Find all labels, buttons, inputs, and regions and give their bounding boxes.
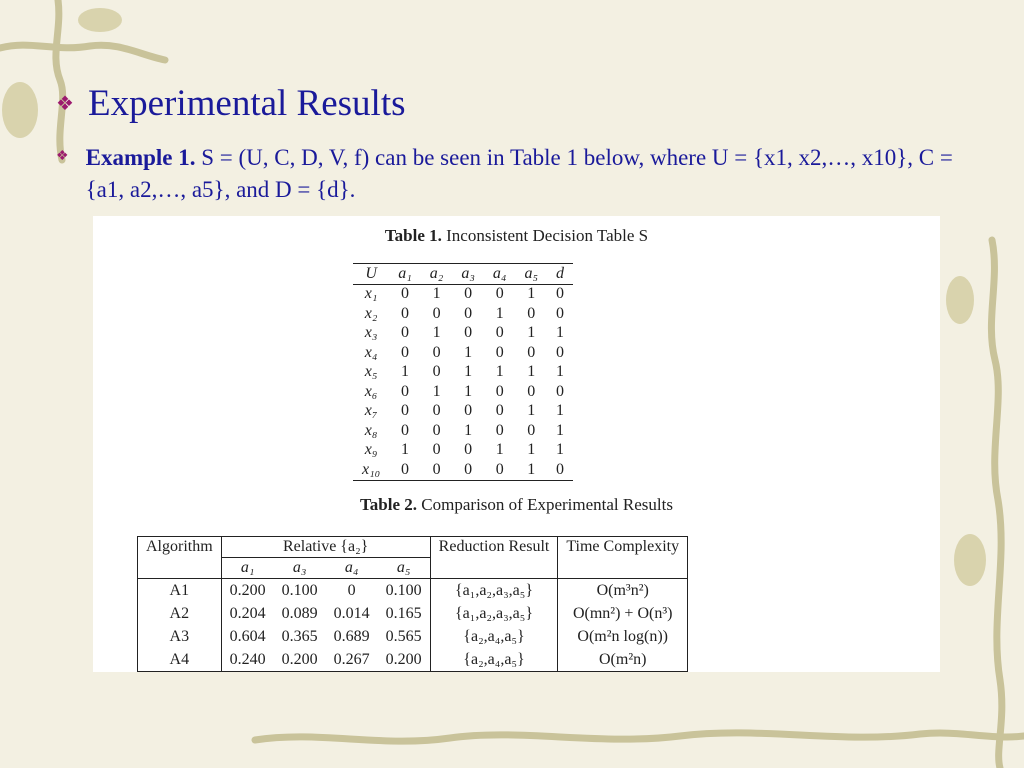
- table1-caption: [93, 226, 940, 246]
- table-cell: 1: [527, 363, 536, 381]
- row-label-cell: x₉: [364, 441, 378, 459]
- table-cell: 0: [495, 324, 504, 342]
- relative-value-cell: 0.204: [229, 604, 266, 622]
- table-cell: 0: [432, 441, 441, 459]
- table-cell: 1: [556, 441, 565, 459]
- table-cell: 0: [432, 402, 441, 420]
- algorithm-cell: A2: [138, 602, 222, 625]
- table-cell: 0: [556, 343, 565, 361]
- comparison-table: [137, 536, 688, 672]
- relative-value-cell: 0.365: [281, 627, 318, 645]
- diamond-bullet-icon: ❖: [56, 93, 74, 115]
- table-cell: 1: [556, 421, 565, 439]
- table-cell: 0: [464, 304, 473, 322]
- table-cell: 0: [556, 382, 565, 400]
- table1-caption-label: Table 1.: [384, 226, 442, 245]
- table-cell: 1: [401, 363, 410, 381]
- table2-caption: [93, 495, 940, 515]
- header-time: Time Complexity: [558, 537, 688, 579]
- table-row: [353, 343, 573, 363]
- table-cell: 0: [527, 382, 536, 400]
- time-complexity-cell: O(m²n): [558, 648, 688, 672]
- table-row: [353, 460, 573, 480]
- time-complexity-cell: O(m²n log(n)): [558, 625, 688, 648]
- relative-value-cell: 0.200: [281, 650, 318, 668]
- table-cell: 0: [556, 285, 565, 303]
- row-label-cell: x₄: [364, 343, 378, 361]
- row-label-cell: x₁: [364, 285, 378, 303]
- table-cell: 1: [464, 421, 473, 439]
- table-cell: 0: [495, 402, 504, 420]
- tables-image: [93, 216, 940, 672]
- table-row: [138, 625, 688, 648]
- table-cell: 0: [432, 304, 441, 322]
- decision-table: [353, 263, 573, 481]
- table-row: [353, 382, 573, 402]
- table-cell: 0: [527, 343, 536, 361]
- slide-title: Experimental Results: [88, 83, 406, 124]
- example-paragraph: [56, 142, 976, 206]
- row-label-cell: x₁₀: [362, 460, 381, 478]
- table-cell: 0: [432, 343, 441, 361]
- table-row: [353, 324, 573, 344]
- relative-value-cell: 0.100: [281, 581, 318, 599]
- table-cell: 1: [556, 402, 565, 420]
- reduction-cell: {a₂,a₄,a₅}: [430, 648, 558, 672]
- table-cell: 0: [401, 382, 410, 400]
- row-label-cell: x₂: [364, 304, 378, 322]
- table-cell: 0: [432, 363, 441, 381]
- header-relative: Relative {a₂}: [221, 537, 430, 558]
- table2-caption-text: Comparison of Experimental Results: [421, 495, 673, 514]
- example-label: Example 1.: [85, 145, 196, 170]
- table-cell: 1: [527, 285, 536, 303]
- table-cell: 0: [401, 324, 410, 342]
- table-row: [353, 402, 573, 422]
- relative-value-cell: 0.240: [229, 650, 266, 668]
- row-label-cell: x₅: [364, 363, 378, 381]
- row-label-cell: x₃: [364, 324, 378, 342]
- diamond-bullet-icon: ❖: [56, 149, 69, 164]
- table-row: [353, 363, 573, 383]
- table-cell: 0: [495, 421, 504, 439]
- reduction-cell: {a₁,a₂,a₃,a₅}: [430, 602, 558, 625]
- table-cell: 0: [495, 343, 504, 361]
- example-text: S = (U, C, D, V, f) can be seen in Table 1 below, where U = {x1, x2,…, x10}, C = {a1, a2,…, a5}, and D = {d}.: [85, 145, 953, 202]
- table2-caption-label: Table 2.: [360, 495, 418, 514]
- table1-caption-text: Inconsistent Decision Table S: [446, 226, 649, 245]
- slide-heading: [56, 82, 406, 125]
- table-header-cell: U: [365, 264, 377, 282]
- table-cell: 0: [401, 304, 410, 322]
- table-cell: 1: [432, 324, 441, 342]
- table-header-cell: a₃: [461, 264, 475, 282]
- relative-value-cell: 0.100: [385, 581, 422, 599]
- time-complexity-cell: O(m³n²): [558, 579, 688, 603]
- row-label-cell: x₇: [364, 402, 378, 420]
- table-header-cell: a₅: [524, 264, 539, 282]
- table-row: [353, 284, 573, 304]
- table-cell: 1: [527, 441, 536, 459]
- table-row: [138, 579, 688, 603]
- table-cell: 1: [464, 382, 473, 400]
- table-cell: 0: [432, 421, 441, 439]
- table-row: [353, 304, 573, 324]
- relative-value-cell: 0.267: [333, 650, 370, 668]
- table-cell: 0: [401, 460, 410, 478]
- algorithm-cell: A3: [138, 625, 222, 648]
- table-cell: 0: [432, 460, 441, 478]
- relative-value-cell: 0.689: [333, 627, 370, 645]
- relative-value-cell: 0.165: [385, 604, 422, 622]
- relative-value-cell: 0.200: [229, 581, 266, 599]
- table-header-cell: a₂: [429, 264, 444, 282]
- table-header-cell: a₄: [492, 264, 507, 282]
- table-cell: 1: [527, 402, 536, 420]
- table-cell: 1: [556, 363, 565, 381]
- table-cell: 0: [464, 402, 473, 420]
- table-cell: 1: [432, 382, 441, 400]
- table-header-cell: a₁: [398, 264, 412, 282]
- row-label-cell: x₈: [364, 421, 378, 439]
- subheader-cell: a₄: [344, 559, 359, 576]
- table-header-cell: d: [556, 264, 565, 282]
- table-cell: 1: [495, 304, 504, 322]
- table-cell: 0: [527, 304, 536, 322]
- subheader-cell: a₁: [240, 559, 255, 576]
- row-label-cell: x₆: [364, 382, 378, 400]
- table-cell: 0: [464, 324, 473, 342]
- table-header-row: [138, 537, 688, 558]
- relative-value-cell: 0.604: [229, 627, 266, 645]
- table-cell: 0: [401, 402, 410, 420]
- table-header-row: [353, 264, 573, 285]
- reduction-cell: {a₁,a₂,a₃,a₅}: [430, 579, 558, 603]
- table-cell: 1: [495, 441, 504, 459]
- table-cell: 1: [527, 460, 536, 478]
- relative-value-cell: 0.089: [281, 604, 318, 622]
- subheader-cell: a₃: [292, 559, 307, 576]
- table-cell: 0: [495, 285, 504, 303]
- table-cell: 0: [401, 285, 410, 303]
- table-cell: 0: [401, 343, 410, 361]
- header-algorithm: Algorithm: [138, 537, 222, 579]
- table-cell: 0: [495, 382, 504, 400]
- table-cell: 0: [464, 460, 473, 478]
- table-row: [138, 648, 688, 672]
- table-row: [353, 441, 573, 461]
- table-cell: 1: [527, 324, 536, 342]
- table-cell: 1: [556, 324, 565, 342]
- reduction-cell: {a₂,a₄,a₅}: [430, 625, 558, 648]
- subheader-cell: a₅: [396, 559, 411, 576]
- table-cell: 1: [401, 441, 410, 459]
- time-complexity-cell: O(mn²) + O(n³): [558, 602, 688, 625]
- table-cell: 0: [464, 441, 473, 459]
- table-cell: 0: [556, 304, 565, 322]
- relative-value-cell: 0.014: [333, 604, 370, 622]
- table-cell: 1: [495, 363, 504, 381]
- table-cell: 1: [432, 285, 441, 303]
- table-row: [353, 421, 573, 441]
- table-cell: 0: [495, 460, 504, 478]
- relative-value-cell: 0.565: [385, 627, 422, 645]
- table-cell: 0: [527, 421, 536, 439]
- relative-value-cell: 0: [347, 581, 356, 599]
- algorithm-cell: A4: [138, 648, 222, 672]
- table-cell: 1: [464, 363, 473, 381]
- relative-value-cell: 0.200: [385, 650, 422, 668]
- table-cell: 0: [401, 421, 410, 439]
- header-reduction: Reduction Result: [430, 537, 558, 579]
- table-cell: 0: [464, 285, 473, 303]
- algorithm-cell: A1: [138, 579, 222, 603]
- table-cell: 1: [464, 343, 473, 361]
- table-cell: 0: [556, 460, 565, 478]
- table-row: [138, 602, 688, 625]
